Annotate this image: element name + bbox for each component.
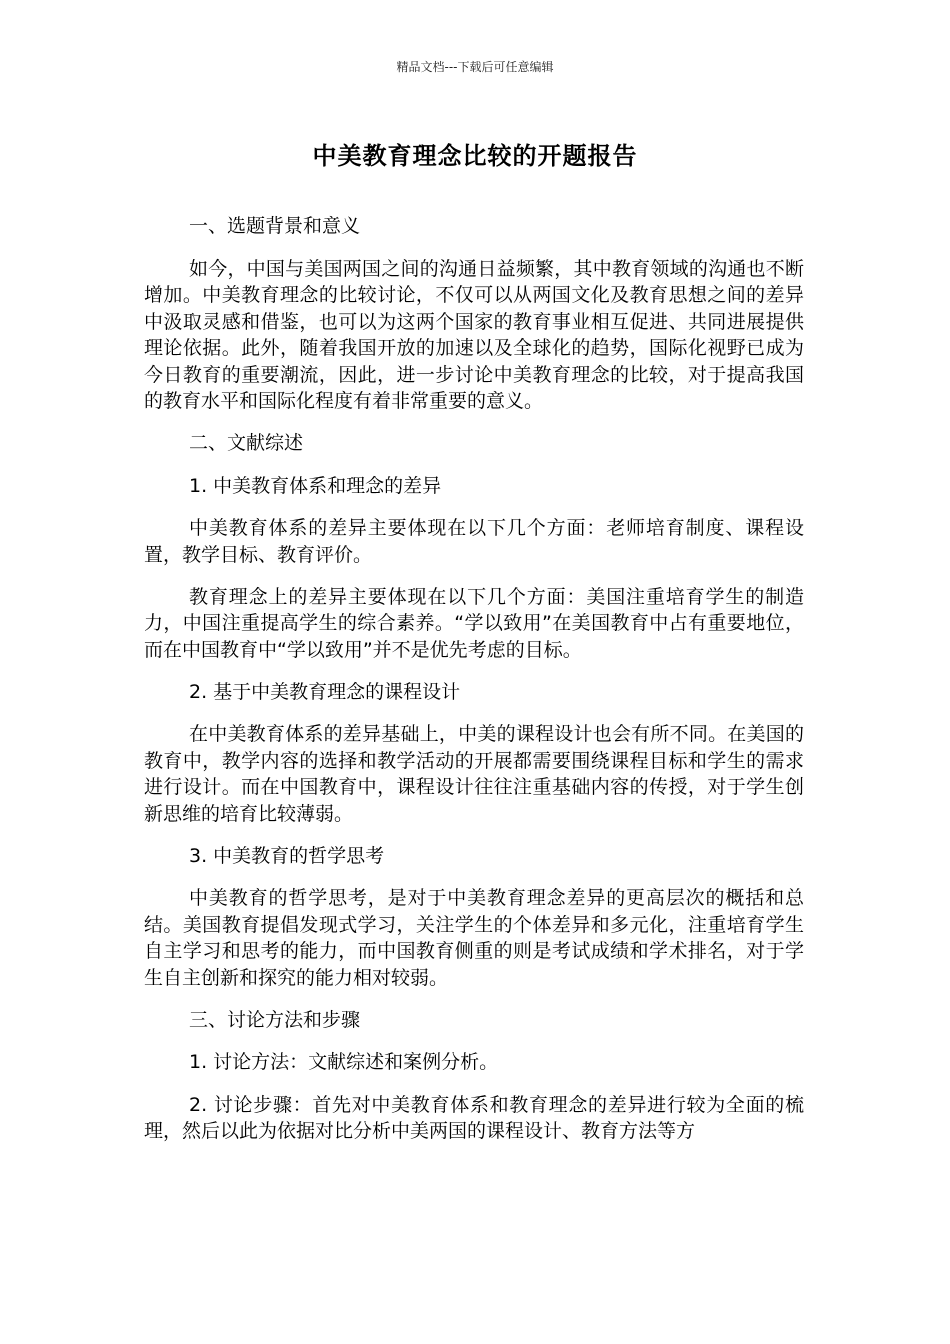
paragraph-philosophy-differences: 教育理念上的差异主要体现在以下几个方面：美国注重培育学生的制造力，中国注重提高学生的综合素养。“学以致用”在美国教育中占有重要地位，而在中国教育中“学以致用”并不是优先考虑的目标。: [144, 585, 804, 661]
section-heading-background: 一、选题背景和意义: [189, 215, 361, 237]
paragraph-philosophy: 中美教育的哲学思考，是对于中美教育理念差异的更高层次的概括和总结。美国教育提倡发现式学习，关注学生的个体差异和多元化，注重培育学生自主学习和思考的能力，而中国教育侧重的则是考试成绩和学术排名，对于学生自主创新和探究的能力相对较弱。: [144, 887, 804, 989]
subheading-system-differences: 1. 中美教育体系和理念的差异: [189, 474, 442, 497]
paragraph-system-differences: 中美教育体系的差异主要体现在以下几个方面：老师培育制度、课程设置，教学目标、教育评价。: [144, 517, 804, 566]
section-heading-methods: 三、讨论方法和步骤: [189, 1008, 361, 1031]
header-note: 精品文档---下载后可任意编辑: [396, 60, 554, 74]
subheading-curriculum-design: 2. 基于中美教育理念的课程设计: [189, 680, 461, 703]
section-heading-literature: 二、文献综述: [189, 432, 304, 454]
paragraph-background: 如今，中国与美国两国之间的沟通日益频繁，其中教育领域的沟通也不断增加。中美教育理念的比较讨论，不仅可以从两国文化及教育思想之间的差异中汲取灵感和借鉴，也可以为这两个国家的教育事业相互促进、共同进展提供理论依据。此外，随着我国开放的加速以及全球化的趋势，国际化视野已成为今日教育的重要潮流，因此，进一步讨论中美教育理念的比较，对于提高我国的教育水平和国际化程度有着非常重要的意义。: [144, 257, 804, 412]
document-body: [144, 213, 804, 1160]
document-title: 中美教育理念比较的开题报告: [312, 142, 638, 170]
subheading-philosophy: 3. 中美教育的哲学思考: [189, 844, 385, 867]
paragraph-curriculum-design: 在中美教育体系的差异基础上，中美的课程设计也会有所不同。在美国的教育中，教学内容的选择和教学活动的开展都需要围绕课程目标和学生的需求进行设计。而在中国教育中，课程设计往往注重基础内容的传授，对于学生创新思维的培育比较薄弱。: [144, 723, 804, 825]
paragraph-steps: 2. 讨论步骤：首先对中美教育体系和教育理念的差异进行较为全面的梳理，然后以此为依据对比分析中美两国的课程设计、教育方法等方: [144, 1093, 804, 1142]
paragraph-method: 1. 讨论方法：文献综述和案例分析。: [189, 1051, 499, 1073]
